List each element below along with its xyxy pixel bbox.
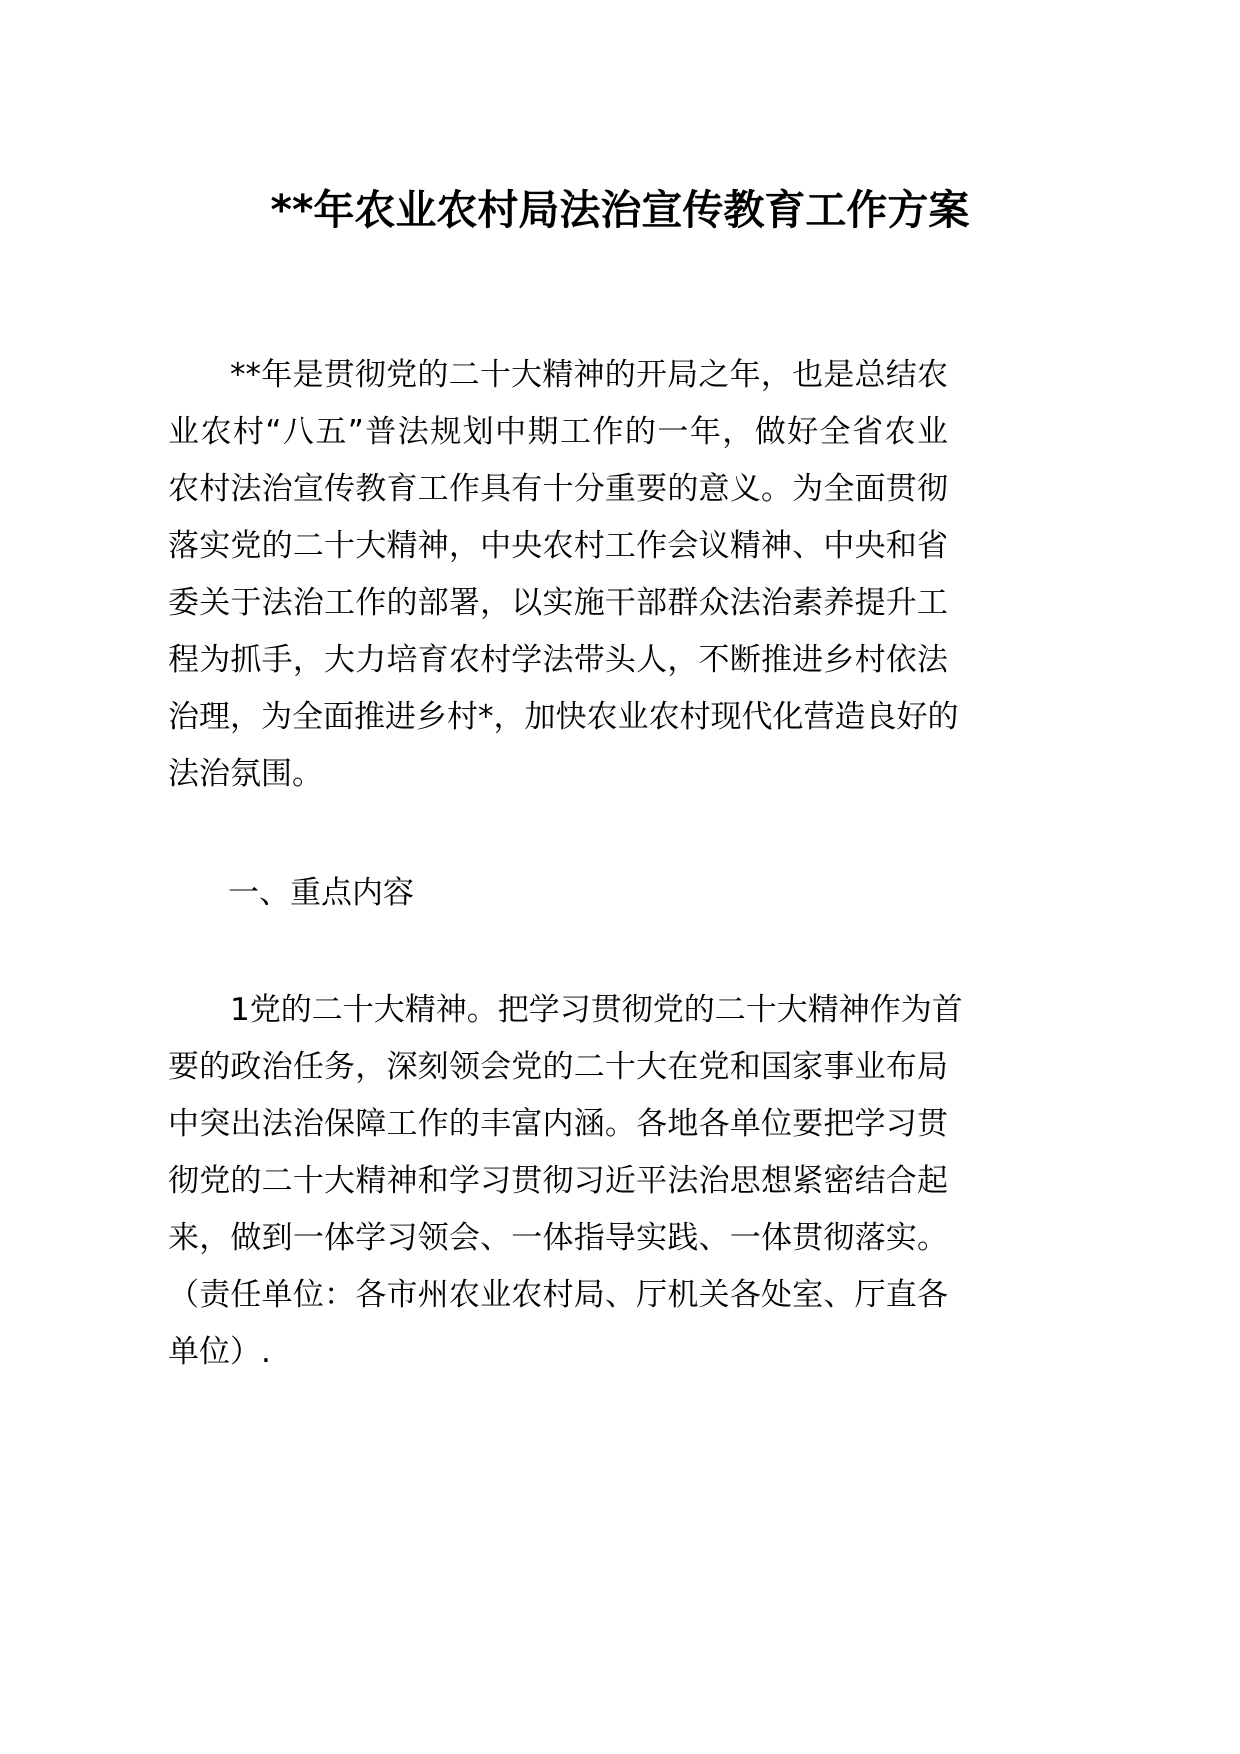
paragraph-line: **年是贯彻党的二十大精神的开局之年，也是总结农 (230, 357, 948, 393)
paragraph-line: 中突出法治保障工作的丰富内涵。各地各单位要把学习贯 (168, 1106, 948, 1142)
paragraph-line: 程为抓手，大力培育农村学法带头人，不断推进乡村依法 (168, 642, 948, 678)
paragraph-line: 农村法治宣传教育工作具有十分重要的意义。为全面贯彻 (168, 471, 948, 507)
paragraph-line: 来，做到一体学习领会、一体指导实践、一体贯彻落实。 (168, 1220, 948, 1256)
paragraph-line: 要的政治任务，深刻领会党的二十大在党和国家事业布局 (168, 1049, 948, 1085)
paragraph-line: 委关于法治工作的部署，以实施干部群众法治素养提升工 (168, 585, 948, 621)
paragraph-line: （责任单位：各市州农业农村局、厅机关各处室、厅直各 (168, 1277, 948, 1313)
paragraph-line: 业农村“八五”普法规划中期工作的一年，做好全省农业 (168, 414, 948, 450)
paragraph-line: 彻党的二十大精神和学习贯彻习近平法治思想紧密结合起 (168, 1163, 948, 1199)
paragraph-line: 治理，为全面推进乡村*，加快农业农村现代化营造良好的 (168, 699, 959, 735)
paragraph-line: 法治氛围。 (168, 756, 323, 792)
section-heading: 一、重点内容 (228, 875, 414, 911)
paragraph-line: 1党的二十大精神。把学习贯彻党的二十大精神作为首 (230, 992, 963, 1028)
paragraph-line: 落实党的二十大精神，中央农村工作会议精神、中央和省 (168, 528, 948, 564)
paragraph-line: 单位）. (168, 1334, 271, 1370)
document-title: **年农业农村局法治宣传教育工作方案 (270, 186, 970, 234)
